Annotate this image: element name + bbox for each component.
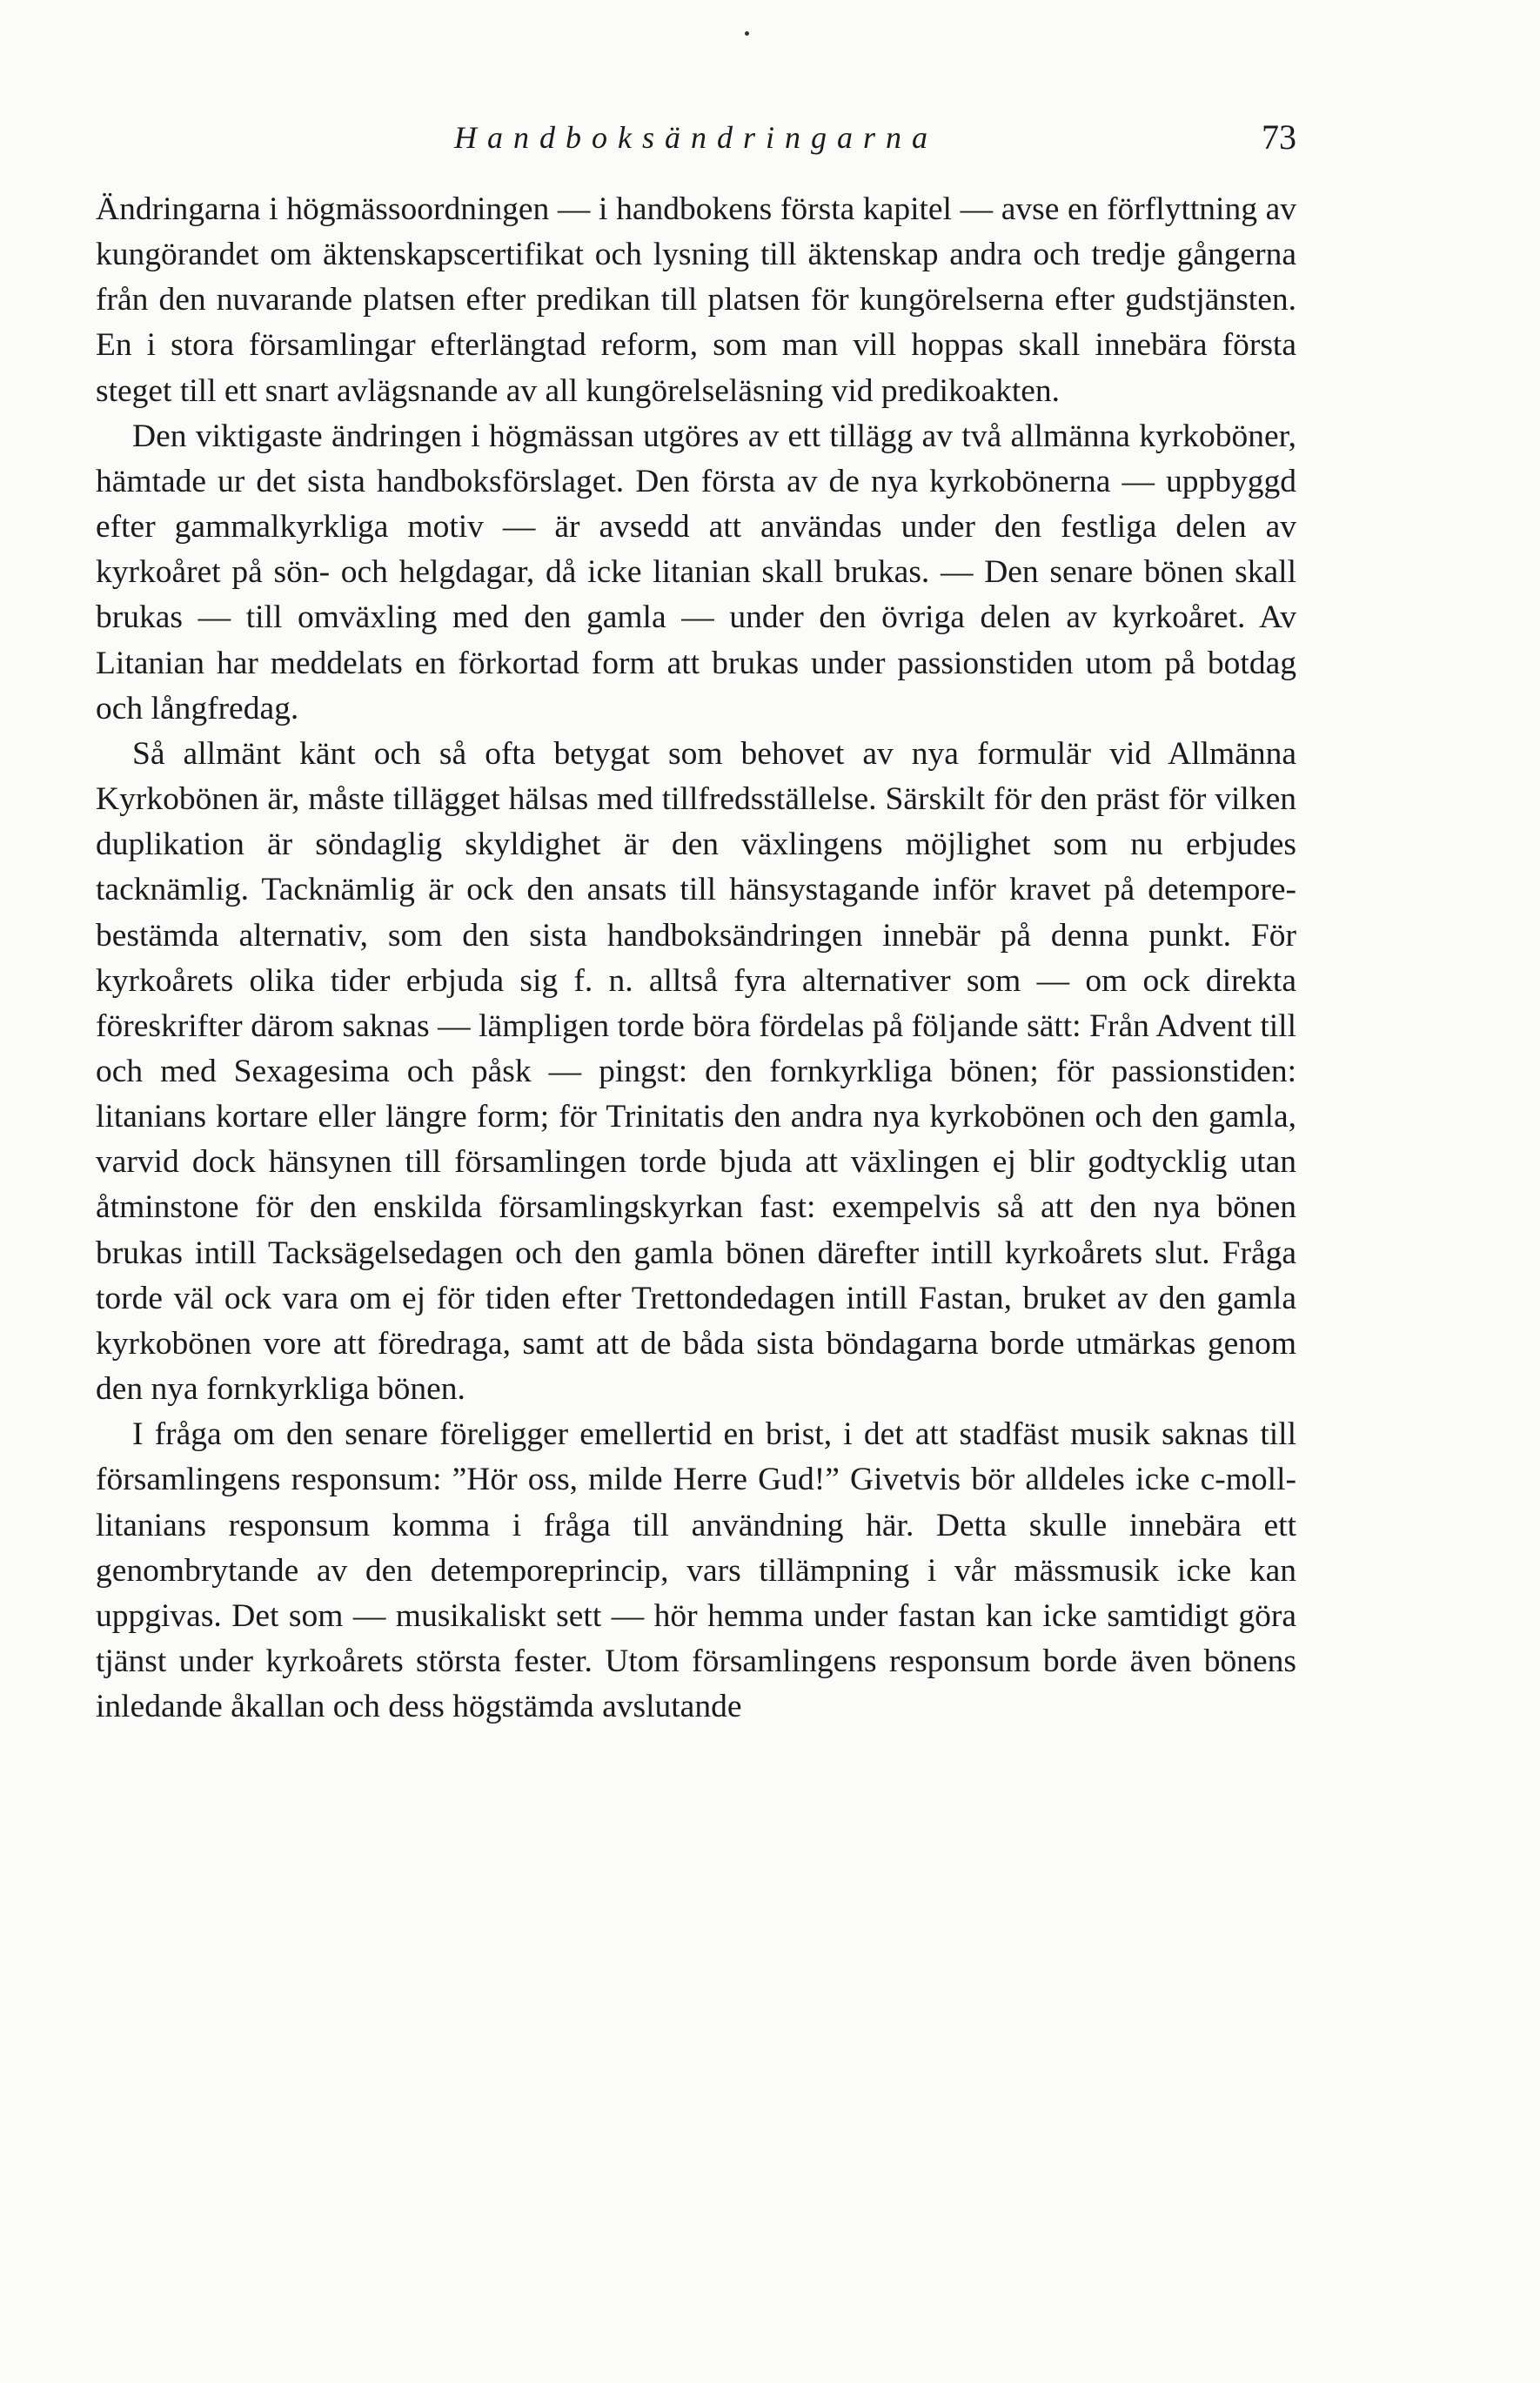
print-speck <box>745 31 749 36</box>
running-header <box>96 111 1296 164</box>
paragraph: Så allmänt känt och så ofta betygat som behovet av nya formulär vid Allmänna Kyrkobönen är, måste tillägget hälsas med tillfredsställelse. Särskilt för den präst för vilken duplikation är söndaglig skyldighet är den växlingens möjlighet som nu erbjudes tacknämlig. Tacknämlig är ock den ansats till hänsystagande inför kravet på detempore-bestämda alternativ, som den sista handboksändringen innebär på denna punkt. För kyrkoårets olika tider erbjuda sig f. n. alltså fyra alternativer som — om ock direkta föreskrifter därom saknas — lämpligen torde böra fördelas på följande sätt: Från Advent till och med Sexagesima och påsk — pingst: den fornkyrkliga bönen; för passionstiden: litanians kortare eller längre form; för Trinitatis den andra nya kyrkobönen och den gamla, varvid dock hänsynen till församlingen torde bjuda att växlingen ej blir godtycklig utan åtminstone för den enskilda församlingskyrkan fast: exempelvis så att den nya bönen brukas intill Tacksägelsedagen och den gamla bönen därefter intill kyrkoårets slut. Fråga torde väl ock vara om ej för tiden efter Trettondedagen intill Fastan, bruket av den gamla kyrkobönen vore att föredraga, samt att de båda sista böndagarna borde utmärkas genom den nya fornkyrkliga bönen. <box>96 735 1296 1408</box>
paragraph: Ändringarna i högmässoordningen — i handbokens första kapitel — avse en förflyttning av kungörandet om äktenskapscertifikat och lysning till äktenskap andra och tredje gångerna från den nuvarande platsen efter predikan till platsen för kungörelserna efter gudstjänsten. En i stora församlingar efterlängtad reform, som man vill hoppas skall innebära första steget till ett snart avlägsnande av all kungörelseläsning vid predikoakten. <box>96 191 1296 409</box>
page-number: 73 <box>1262 117 1296 157</box>
body-text <box>96 187 1296 1730</box>
paragraph: Den viktigaste ändringen i högmässan utgöres av ett tillägg av två allmänna kyrkoböner, hämtade ur det sista handboksförslaget. Den första av de nya kyrkobönerna — uppbyggd efter gammalkyrkliga motiv — är avsedd att användas under den festliga delen av kyrkoåret på sön- och helgdagar, då icke litanian skall brukas. — Den senare bönen skall brukas — till omväxling med den gamla — under den övriga delen av kyrkoåret. Av Litanian har meddelats en förkortad form att brukas under passionstiden utom på botdag och långfredag. <box>96 418 1296 726</box>
running-title: Handboksändringarna <box>453 120 938 155</box>
paragraph: I fråga om den senare föreligger emellertid en brist, i det att stadfäst musik saknas till församlingens responsum: ”Hör oss, milde Herre Gud!” Givetvis bör alldeles icke c-moll-litanians responsum komma i fråga till användning här. Detta skulle innebära ett genombrytande av den detemporeprincip, vars tillämpning i vår mässmusik icke kan uppgivas. Det som — musikaliskt sett — hör hemma under fastan kan icke samtidigt göra tjänst under kyrkoårets största fester. Utom församlingens responsum borde även bönens inledande åkallan och dess högstämda avslutande <box>96 1416 1296 1725</box>
